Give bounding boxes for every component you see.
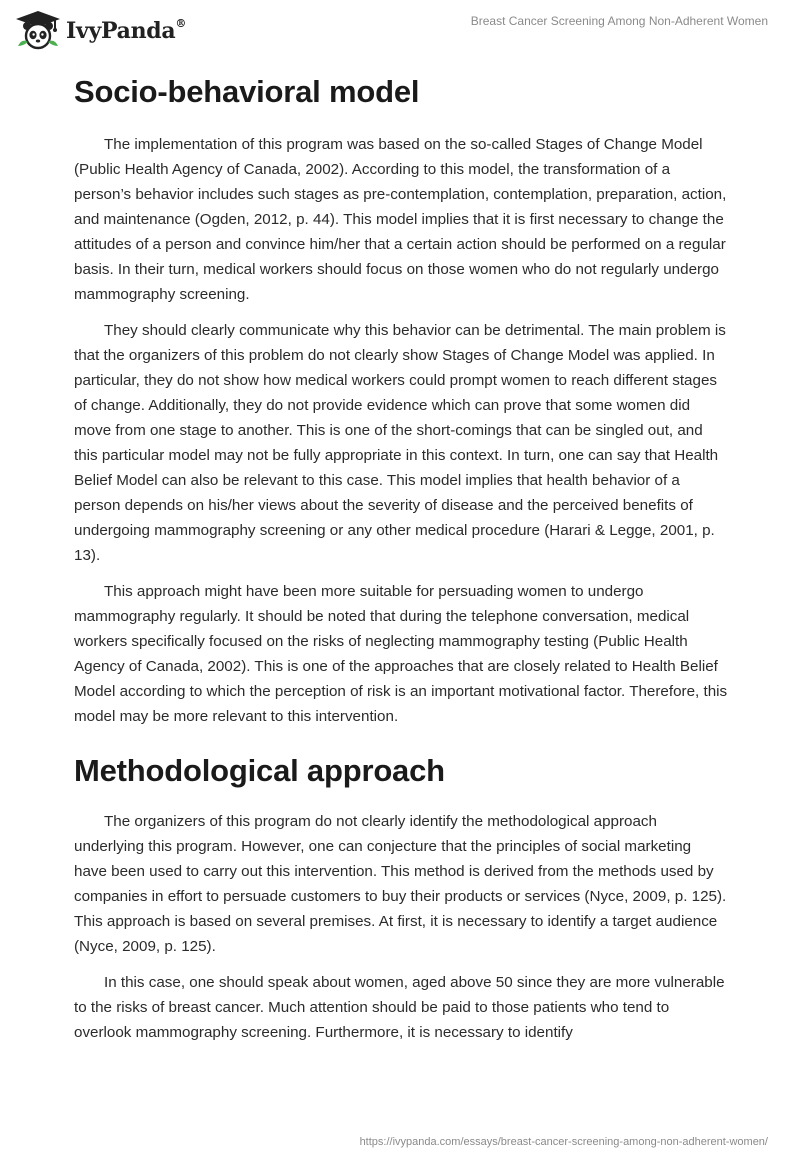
section-socio-behavioral-model [74,70,728,729]
panda-graduate-icon [14,10,62,50]
article-body [74,70,728,1056]
section-heading: Socio-behavioral model [74,74,420,109]
paragraph: This approach might have been more suitable for persuading women to undergo mammography regularly. It should be noted that during the telephone conversation, medical workers specifically focused on the risks of neglecting mammography testing (Public Health Agency of Canada, 2002). This is one of the approaches that are closely related to Health Belief Model according to which the perception of risk is an important motivational factor. Therefore, this model may be more relevant to this intervention. [74,583,728,725]
source-url[interactable]: https://ivypanda.com/essays/breast-cancer-screening-among-non-adherent-women/ [359,1136,768,1148]
paragraph: In this case, one should speak about women, aged above 50 since they are more vulnerable to the risks of breast cancer. Much attention should be paid to those patients who tend to overlook mammography screening. Furthermore, it is necessary to identify [74,974,725,1041]
paragraph: The implementation of this program was based on the so-called Stages of Change Model (Public Health Agency of Canada, 2002). According to this model, the transformation of a person’s behavior includes such stages as pre-contemplation, contemplation, preparation, action, and maintenance (Ogden, 2012, p. 44). This model implies that it is first necessary to change the attitudes of a person and convince him/her that a certain action should be performed on a regular basis. In their turn, medical workers should focus on those women who do not regularly undergo mammography screening. [74,136,727,303]
section-heading: Methodological approach [74,753,445,788]
paragraph: The organizers of this program do not clearly identify the methodological approach underlying this program. However, one can conjecture that the principles of social marketing have been used to carry out this intervention. This method is derived from the methods used by companies in effort to persuade customers to buy their products or services (Nyce, 2009, p. 125). This approach is based on several premises. At first, it is necessary to identify a target audience (Nyce, 2009, p. 125). [74,813,727,955]
ivypanda-logo[interactable] [14,10,186,50]
logo-text: IvyPanda® [66,16,187,44]
document-title: Breast Cancer Screening Among Non-Adherent Women [470,14,768,28]
paragraph: They should clearly communicate why this behavior can be detrimental. The main problem is that the organizers of this problem do not clearly show Stages of Change Model was applied. In particular, they do not show how medical workers could prompt women to reach different stages of change. Additionally, they do not provide evidence which can prove that some women did move from one stage to another. This is one of the short-comings that can be singled out, and this particular model may not be fully appropriate in this context. In turn, one can say that Health Belief Model can also be relevant to this case. This model implies that health behavior of a person depends on his/her views about the severity of disease and the perceived benefits of undergoing mammography screening or any other medical procedure (Harari & Legge, 2001, p. 13). [74,322,726,564]
section-methodological-approach [74,749,728,1045]
page-header [0,0,800,60]
